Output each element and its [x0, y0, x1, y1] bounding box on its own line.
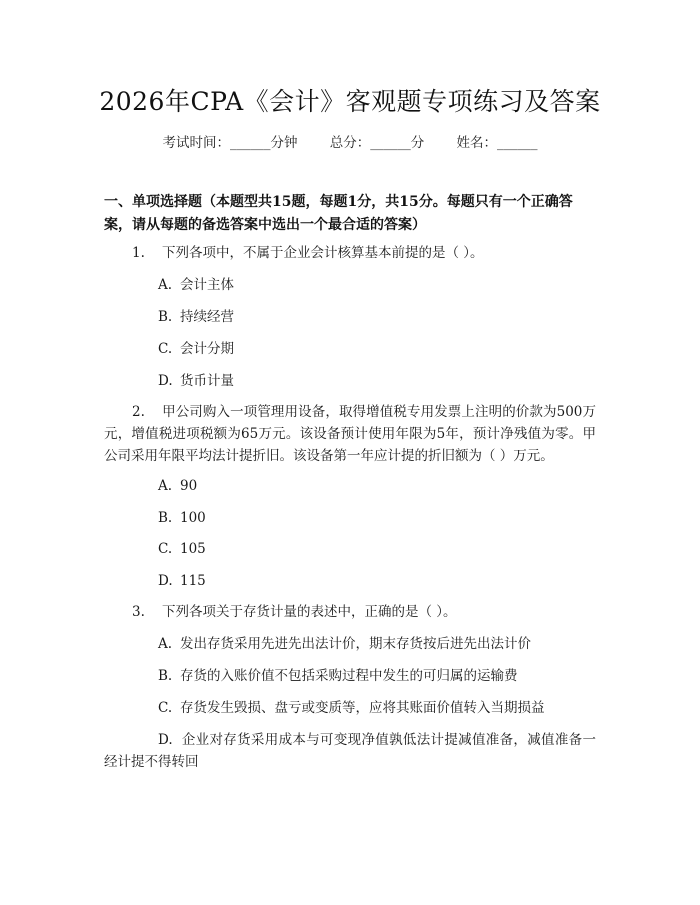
exam-score-field: 总分：______分	[329, 135, 425, 151]
option-letter: C.	[158, 541, 173, 557]
exam-time-field: 考试时间：______分钟	[162, 135, 298, 151]
option-text: 存货的入账价值不包括采购过程中发生的可归属的运输费	[180, 668, 518, 684]
option-text: 90	[180, 478, 198, 494]
question-2-option-b	[158, 507, 206, 529]
exam-name-field: 姓名：______	[456, 135, 538, 151]
question-2-option-c	[158, 538, 206, 560]
question-stem: 下列各项关于存货计量的表述中，正确的是（ ）。	[162, 604, 457, 620]
question-3-option-d	[104, 729, 596, 773]
option-letter: B.	[158, 668, 173, 684]
option-text: 105	[180, 541, 206, 557]
question-3-option-b	[158, 665, 518, 687]
question-2-option-d	[158, 570, 206, 592]
option-letter: B.	[158, 510, 173, 526]
option-letter: D.	[158, 573, 173, 589]
option-text: 持续经营	[180, 309, 234, 325]
question-2-option-a	[158, 475, 197, 497]
question-1-option-c	[158, 338, 234, 360]
question-3	[104, 601, 596, 623]
question-1-option-a	[158, 274, 234, 296]
option-letter: C.	[158, 341, 173, 357]
option-letter: A.	[158, 277, 173, 293]
option-letter: C.	[158, 700, 173, 716]
option-text: 115	[180, 573, 206, 589]
question-stem: 甲公司购入一项管理用设备，取得增值税专用发票上注明的价款为500万元，增值税进项税额为65万元。该设备预计使用年限为5年，预计净残值为零。甲公司采用年限平均法计提折旧。该设备第一年应计提的折旧额为（ ）万元。	[104, 404, 596, 464]
question-number: 1.	[132, 245, 145, 261]
question-number: 2.	[132, 404, 145, 420]
option-letter: A.	[158, 478, 173, 494]
option-letter: D.	[158, 732, 173, 748]
question-3-option-a	[158, 633, 531, 655]
option-letter: D.	[158, 373, 173, 389]
question-1-option-d	[158, 370, 234, 392]
option-text: 会计分期	[180, 341, 234, 357]
question-3-option-c	[158, 697, 545, 719]
option-letter: A.	[158, 636, 173, 652]
option-text: 会计主体	[180, 277, 234, 293]
question-1	[104, 242, 596, 264]
question-2	[104, 401, 596, 467]
question-stem: 下列各项中，不属于企业会计核算基本前提的是（ ）。	[162, 245, 484, 261]
document-title: 2026年CPA《会计》客观题专项练习及答案	[99, 87, 601, 116]
option-letter: B.	[158, 309, 173, 325]
exam-info-line	[0, 131, 700, 151]
section-heading: 一、单项选择题（本题型共15题，每题1分，共15分。每题只有一个正确答案，请从每题的备选答案中选出一个最合适的答案）	[104, 194, 573, 233]
option-text: 存货发生毁损、盘亏或变质等，应将其账面价值转入当期损益	[180, 700, 545, 716]
option-text: 发出存货采用先进先出法计价，期末存货按后进先出法计价	[180, 636, 531, 652]
option-text: 100	[180, 510, 206, 526]
question-number: 3.	[132, 604, 145, 620]
option-text: 企业对存货采用成本与可变现净值孰低法计提减值准备，减值准备一经计提不得转回	[104, 732, 596, 770]
question-1-option-b	[158, 306, 234, 328]
option-text: 货币计量	[180, 373, 234, 389]
